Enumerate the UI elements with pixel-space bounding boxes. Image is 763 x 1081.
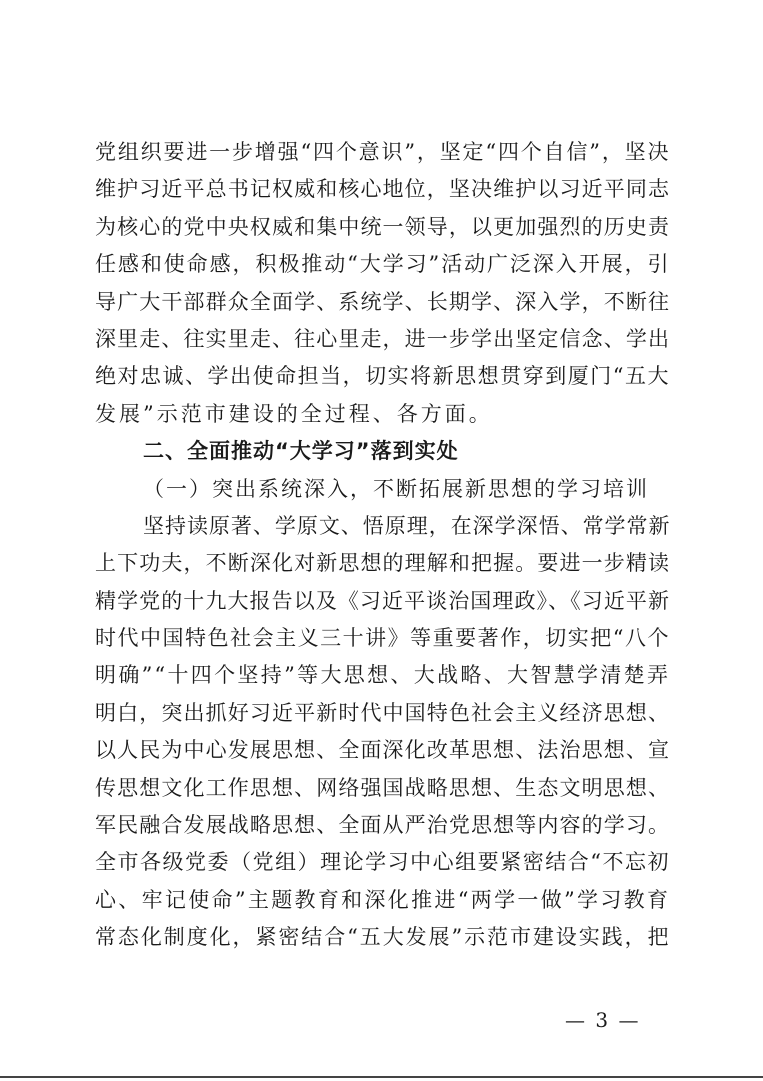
paragraph-line: 全市各级党委（党组）理论学习中心组要紧密结合“不忘初 [95,850,670,875]
document-body [95,140,670,963]
paragraph-2 [95,514,670,963]
paragraph-line: 军民融合发展战略思想、全面从严治党思想等内容的学习。 [95,813,670,838]
page-bottom-rule [0,1076,763,1078]
paragraph-line: 维护习近平总书记权威和核心地位，坚决维护以习近平同志 [95,177,670,202]
paragraph-line: 坚持读原著、学原文、悟原理，在深学深悟、常学常新 [143,513,670,538]
paragraph-line: 明白，突出抓好习近平新时代中国特色社会主义经济思想、 [95,700,670,725]
paragraph-line: 时代中国特色社会主义三十讲》等重要著作，切实把“八个 [95,626,670,651]
paragraph-line: 常态化制度化，紧密结合“五大发展”示范市建设实践，把 [95,925,670,950]
paragraph-line: 心、牢记使命”主题教育和深化推进“两学一做”学习教育 [95,887,670,912]
paragraph-line: 绝对忠诚、学出使命担当，切实将新思想贯穿到厦门“五大 [95,364,670,389]
paragraph-line: 党组织要进一步增强“四个意识”，坚定“四个自信”，坚决 [95,140,670,164]
paragraph-1 [95,140,670,439]
paragraph-line: 精学党的十九大报告以及《习近平谈治国理政》、《习近平新 [95,588,670,613]
paragraph-line: 深里走、往实里走、往心里走，进一步学出坚定信念、学出 [95,326,670,351]
section-heading: 二、全面推动“大学习”落到实处 [143,439,459,464]
subsection-heading: （一）突出系统深入，不断拓展新思想的学习培训 [143,476,649,501]
paragraph-line: 上下功夫，不断深化对新思想的理解和把握。要进一步精读 [95,551,670,576]
page-number: — 3 — [565,1008,641,1032]
paragraph-line: 导广大干部群众全面学、系统学、长期学、深入学，不断往 [95,289,670,314]
paragraph-line: 传思想文化工作思想、网络强国战略思想、生态文明思想、 [95,775,670,800]
paragraph-line: 以人民为中心发展思想、全面深化改革思想、法治思想、宣 [95,738,670,763]
paragraph-line: 任感和使命感，积极推动“大学习”活动广泛深入开展，引 [95,252,670,277]
paragraph-line: 发展”示范市建设的全过程、各方面。 [95,401,493,426]
paragraph-line: 为核心的党中央权威和集中统一领导，以更加强烈的历史责 [95,214,670,239]
paragraph-line: 明确”“十四个坚持”等大思想、大战略、大智慧学清楚弄 [95,663,670,688]
